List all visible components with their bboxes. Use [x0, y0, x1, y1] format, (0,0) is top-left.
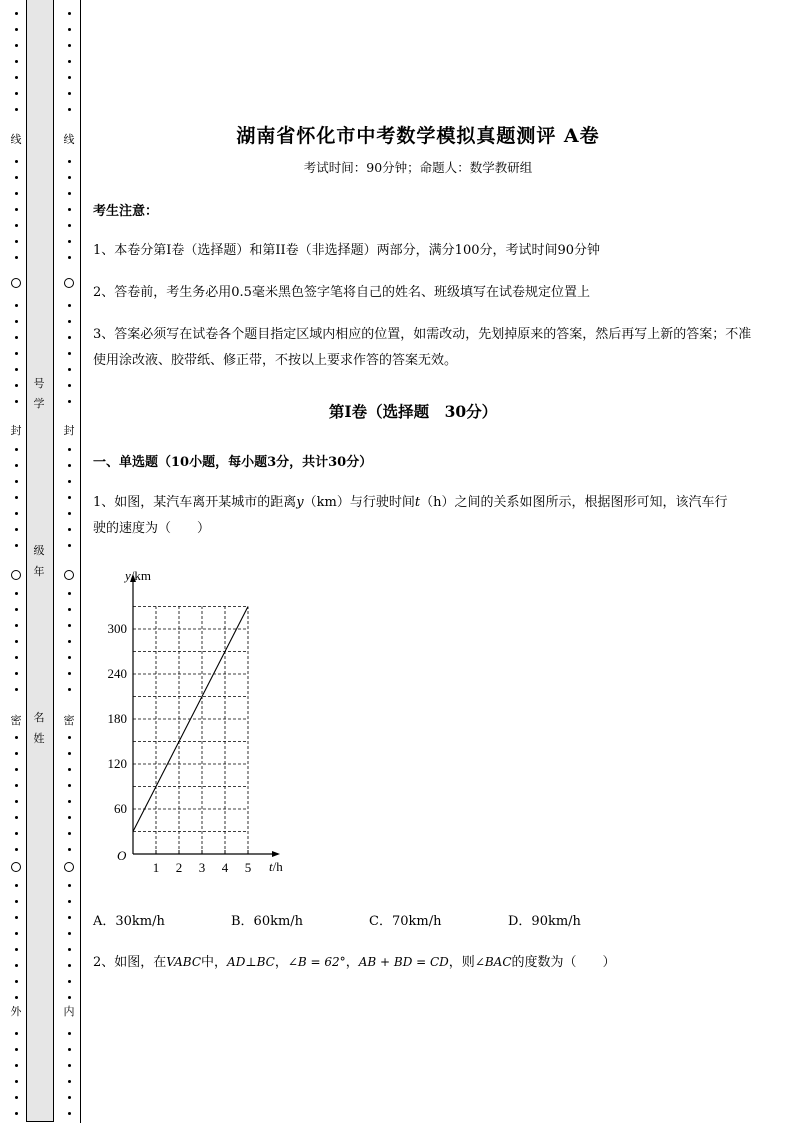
- distance-time-graph: [100, 562, 300, 880]
- label-hao: 号: [33, 377, 45, 390]
- seal-dot: [68, 28, 71, 31]
- seal-dot: [15, 672, 18, 675]
- seal-dot: [15, 832, 18, 835]
- seal-dot: [68, 176, 71, 179]
- seal-dot: [68, 60, 71, 63]
- label-xue: 学: [33, 397, 45, 410]
- seal-dot: [68, 832, 71, 835]
- seal-dot: [15, 208, 18, 211]
- mark-secret-left: 密: [10, 714, 22, 727]
- seal-dot: [15, 656, 18, 659]
- seal-dot: [15, 528, 18, 531]
- label-nian: 年: [33, 565, 45, 578]
- seal-dot: [15, 464, 18, 467]
- seal-dot: [15, 1032, 18, 1035]
- mark-outer: 外: [10, 1005, 22, 1018]
- seal-dot: [68, 916, 71, 919]
- seal-circle: [11, 862, 21, 872]
- seal-dot: [15, 352, 18, 355]
- seal-dot: [15, 736, 18, 739]
- seal-dot: [68, 884, 71, 887]
- seal-dot: [15, 624, 18, 627]
- seal-dot: [15, 448, 18, 451]
- option-b[interactable]: B．60km/h: [231, 914, 304, 929]
- seal-dot: [15, 1048, 18, 1051]
- seal-dot: [15, 752, 18, 755]
- seal-dot: [68, 640, 71, 643]
- q1-text-before: 1、如图，某汽车离开某城市的距离: [93, 495, 297, 510]
- x-axis-arrow: [272, 851, 280, 857]
- seal-dot: [15, 512, 18, 515]
- seal-dot: [15, 964, 18, 967]
- seal-dot: [15, 44, 18, 47]
- seal-dot: [15, 932, 18, 935]
- seal-dot: [68, 816, 71, 819]
- seal-dot: [68, 672, 71, 675]
- seal-dot: [68, 496, 71, 499]
- q2-part-5: ，则: [448, 955, 475, 970]
- y-tick-label: 60: [114, 801, 127, 816]
- seal-dot: [15, 784, 18, 787]
- seal-dot: [68, 12, 71, 15]
- x-tick-label: 2: [175, 860, 183, 875]
- seal-dot: [68, 512, 71, 515]
- seal-dot: [15, 592, 18, 595]
- origin-label: O: [117, 848, 127, 863]
- q2-angle-b: ∠B = 62°: [287, 955, 346, 969]
- x-tick-label: 1: [152, 860, 160, 875]
- seal-dot: [68, 736, 71, 739]
- option-a[interactable]: A．30km/h: [93, 914, 165, 929]
- graph-grid: [133, 607, 248, 855]
- seal-dot: [68, 92, 71, 95]
- y-tick-label: 120: [107, 756, 127, 771]
- seal-dot: [68, 688, 71, 691]
- seal-dot: [68, 464, 71, 467]
- seal-dot: [68, 544, 71, 547]
- x-axis-label: t/h: [269, 859, 283, 874]
- seal-dot: [68, 352, 71, 355]
- q1-text-mid1: （km）与行驶时间: [303, 495, 415, 510]
- seal-dot: [15, 496, 18, 499]
- notice-item-3: 3、答案必须写在试卷各个题目指定区域内相应的位置，如需改动，先划掉原来的答案，然后再写上新的答案；不准使用涂改液、胶带纸、修正带，不按以上要求作答的答案无效。: [93, 327, 752, 368]
- seal-dot: [68, 528, 71, 531]
- q2-part-4: ，: [345, 955, 359, 970]
- option-d[interactable]: D．90km/h: [508, 914, 581, 929]
- seal-dot: [68, 448, 71, 451]
- notice-item-2: 2、答卷前，考生务必用0.5毫米黑色签字笔将自己的姓名、班级填写在试卷规定位置上: [93, 285, 590, 300]
- question-1: [93, 490, 733, 542]
- seal-dot: [68, 368, 71, 371]
- seal-dot: [68, 784, 71, 787]
- seal-dot: [68, 948, 71, 951]
- seal-dot: [68, 848, 71, 851]
- seal-dot: [15, 384, 18, 387]
- x-tick-label: 3: [198, 860, 206, 875]
- seal-dot: [68, 240, 71, 243]
- mark-seal-right: 封: [63, 424, 75, 437]
- seal-dot: [15, 92, 18, 95]
- seal-dot: [15, 1112, 18, 1115]
- seal-dot: [68, 800, 71, 803]
- mark-secret-right: 密: [63, 714, 75, 727]
- seal-dot: [68, 608, 71, 611]
- option-c[interactable]: C．70km/h: [369, 914, 442, 929]
- y-tick-label: 180: [107, 711, 127, 726]
- seal-dot: [68, 900, 71, 903]
- seal-dot: [15, 948, 18, 951]
- graph-axes: [130, 574, 280, 857]
- q2-part-3: ，: [274, 955, 288, 970]
- seal-dot: [68, 480, 71, 483]
- label-xing: 姓: [33, 732, 45, 745]
- notice-item-1: 1、本卷分第I卷（选择题）和第II卷（非选择题）两部分，满分100分，考试时间90分钟: [93, 243, 601, 258]
- seal-dot: [15, 884, 18, 887]
- seal-dot: [15, 916, 18, 919]
- seal-dot: [15, 28, 18, 31]
- seal-dot: [15, 688, 18, 691]
- q2-part-2: 中，: [201, 955, 228, 970]
- seal-dot: [15, 176, 18, 179]
- seal-dot: [68, 1032, 71, 1035]
- seal-dot: [68, 980, 71, 983]
- mark-line-right: 线: [63, 133, 75, 146]
- seal-dot: [68, 192, 71, 195]
- seal-dot: [68, 1112, 71, 1115]
- seal-dot: [15, 368, 18, 371]
- exam-info: 考试时间：90分钟；命题人：数学教研组: [303, 160, 533, 175]
- seal-dot: [68, 336, 71, 339]
- seal-dot: [15, 108, 18, 111]
- section-title: 第I卷（选择题 30分）: [328, 402, 498, 421]
- page-title: 湖南省怀化市中考数学模拟真题测评 A卷: [236, 125, 600, 147]
- seal-dot: [68, 44, 71, 47]
- seal-dot: [15, 480, 18, 483]
- seal-circle: [11, 278, 21, 288]
- seal-dot: [68, 224, 71, 227]
- seal-dot: [15, 240, 18, 243]
- seal-dot: [15, 12, 18, 15]
- seal-dot: [68, 768, 71, 771]
- seal-dot: [68, 1080, 71, 1083]
- y-axis-label: y/km: [125, 568, 152, 583]
- seal-dot: [68, 256, 71, 259]
- seal-dot: [15, 304, 18, 307]
- seal-dot: [68, 752, 71, 755]
- seal-dot: [15, 336, 18, 339]
- q1-var-t: t: [414, 495, 421, 510]
- seal-dot: [15, 1080, 18, 1083]
- seal-dot: [68, 1096, 71, 1099]
- label-ji: 级: [33, 544, 45, 557]
- seal-dot: [15, 800, 18, 803]
- part-title: 一、单选题（10小题，每小题3分，共计30分）: [93, 455, 373, 470]
- seal-dot: [68, 108, 71, 111]
- mark-line-left: 线: [10, 133, 22, 146]
- seal-dot: [15, 608, 18, 611]
- q2-perpendicular: AD⊥BC: [227, 955, 275, 969]
- seal-dot: [68, 592, 71, 595]
- mark-seal-left: 封: [10, 424, 22, 437]
- seal-dot: [68, 624, 71, 627]
- x-tick-label: 4: [221, 860, 229, 875]
- seal-dot: [15, 76, 18, 79]
- seal-dot: [68, 1064, 71, 1067]
- seal-dot: [68, 932, 71, 935]
- seal-dot: [15, 980, 18, 983]
- seal-dot: [68, 996, 71, 999]
- seal-dot: [15, 320, 18, 323]
- seal-dot: [15, 768, 18, 771]
- seal-dot: [15, 256, 18, 259]
- seal-dot: [15, 816, 18, 819]
- seal-dot: [15, 996, 18, 999]
- seal-dot: [15, 544, 18, 547]
- seal-circle: [64, 862, 74, 872]
- q2-part-1: 2、如图，在: [93, 955, 167, 970]
- q2-part-6: 的度数为（ ）: [511, 955, 616, 970]
- seal-dot: [68, 76, 71, 79]
- x-tick-label: 5: [244, 860, 252, 875]
- q2-angle-bac: ∠BAC: [474, 955, 512, 969]
- q2-triangle: VABC: [166, 955, 202, 969]
- seal-circle: [64, 278, 74, 288]
- y-tick-label: 240: [107, 666, 127, 681]
- seal-circle: [11, 570, 21, 580]
- y-tick-label: 300: [107, 621, 127, 636]
- seal-dot: [15, 640, 18, 643]
- question-2: [93, 951, 616, 970]
- seal-dot: [15, 60, 18, 63]
- seal-dot: [15, 192, 18, 195]
- q1-text-mid2: （h）之间的关系如图所示，根据图形可知，该汽车行驶的速度为（ ）: [93, 495, 728, 536]
- seal-dot: [68, 964, 71, 967]
- q2-equation: AB + BD = CD: [358, 955, 449, 969]
- seal-dot: [68, 1048, 71, 1051]
- notice-heading: 考生注意：: [93, 204, 159, 219]
- q1-var-y: y: [296, 495, 304, 510]
- seal-dot: [15, 1064, 18, 1067]
- seal-dot: [15, 848, 18, 851]
- mark-inner: 内: [63, 1005, 75, 1018]
- seal-dot: [68, 656, 71, 659]
- seal-dot: [68, 320, 71, 323]
- seal-circle: [64, 570, 74, 580]
- seal-dot: [68, 384, 71, 387]
- seal-dot: [68, 304, 71, 307]
- label-ming: 名: [33, 711, 45, 724]
- seal-dot: [15, 1096, 18, 1099]
- seal-dot: [68, 208, 71, 211]
- seal-dot: [15, 224, 18, 227]
- seal-dot: [15, 900, 18, 903]
